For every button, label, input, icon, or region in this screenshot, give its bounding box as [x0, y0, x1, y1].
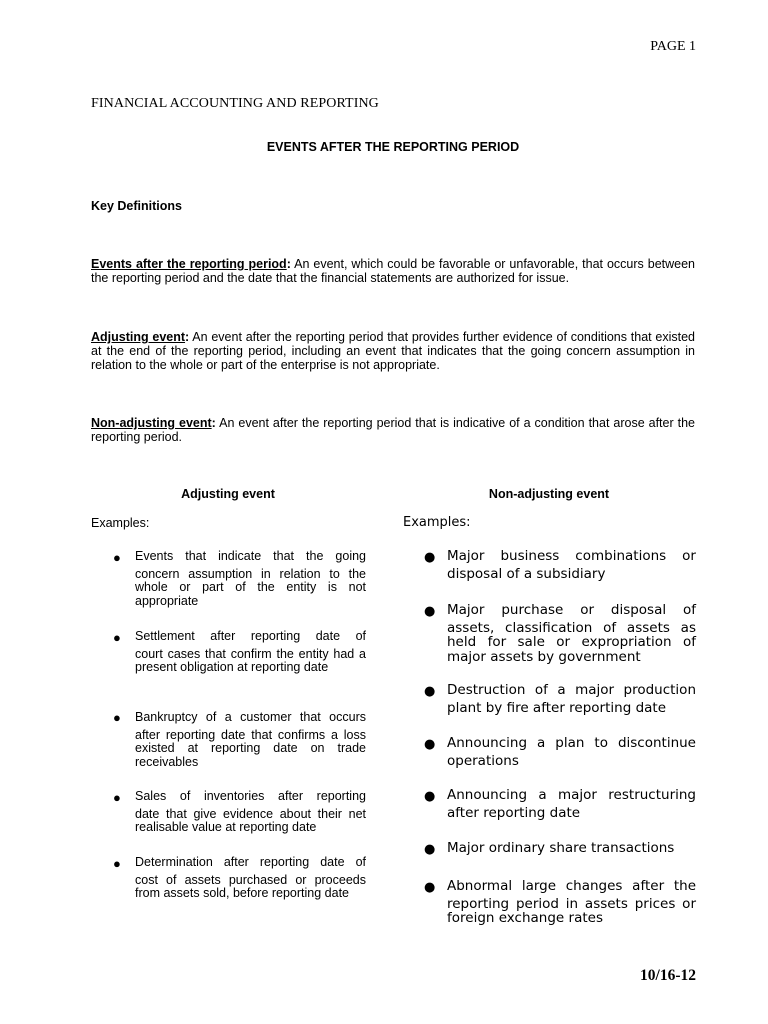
list-item-rest: court cases that confirm the entity had a present obligation at reporting date — [135, 646, 366, 675]
list-item-first-line: Announcing a plan to discontinue — [447, 735, 696, 751]
bullet-icon: ● — [424, 842, 436, 857]
bullet-icon: ● — [424, 684, 436, 699]
list-item-rest: cost of assets purchased or proceeds from assets sold, before reporting date — [135, 872, 366, 901]
list-item-first-line: Settlement after reporting date of — [135, 629, 366, 643]
bullet-icon: ● — [424, 880, 436, 895]
bullet-icon: ● — [113, 710, 121, 725]
definition-non-adjusting-event — [91, 416, 695, 444]
definition-colon: : — [185, 330, 190, 344]
bullet-icon: ● — [424, 789, 436, 804]
list-item-first-line: Major ordinary share transactions — [447, 840, 675, 856]
list-item-text — [447, 603, 696, 664]
list-item-text — [135, 550, 366, 609]
non-adjusting-examples-label: Examples: — [403, 515, 471, 530]
list-item-first-line: Announcing a major restructuring — [447, 787, 696, 803]
list-item-text — [135, 856, 366, 901]
definition-adjusting-event — [91, 330, 695, 372]
list-item-text — [135, 630, 366, 675]
definition-colon: : — [211, 416, 216, 430]
bullet-icon: ● — [424, 550, 436, 565]
list-item-first-line: Major purchase or disposal of — [447, 602, 696, 618]
course-title: FINANCIAL ACCOUNTING AND REPORTING — [91, 96, 379, 111]
definition-term: Events after the reporting period — [91, 257, 287, 271]
list-item-first-line: Sales of inventories after reporting — [135, 789, 366, 803]
list-item-text — [135, 711, 366, 770]
list-item-first-line: Destruction of a major production — [447, 682, 696, 698]
list-item-rest: disposal of a subsidiary — [447, 565, 606, 582]
list-item-text — [447, 549, 696, 581]
list-item-rest: reporting period in assets prices or foreign exchange rates — [447, 895, 696, 926]
definition-text: An event, which could be favorable or unfavorable, that occurs between the reporting period and the date that the financial statements are authorized for issue. — [91, 257, 696, 285]
list-item-first-line: Events that indicate that the going — [135, 549, 366, 563]
document-title: EVENTS AFTER THE REPORTING PERIOD — [266, 140, 520, 154]
non-adjusting-column-heading: Non-adjusting event — [488, 487, 610, 501]
bullet-icon: ● — [424, 604, 436, 619]
list-item-text — [447, 736, 696, 768]
bullet-icon: ● — [113, 856, 121, 871]
bullet-icon: ● — [113, 550, 121, 565]
list-item-text — [447, 879, 696, 926]
bullet-icon: ● — [424, 737, 436, 752]
list-item-first-line: Major business combinations or — [447, 548, 696, 564]
list-item-rest: operations — [447, 752, 519, 769]
adjusting-column-heading: Adjusting event — [181, 487, 275, 501]
page-number: PAGE 1 — [650, 39, 696, 54]
list-item-rest: assets, classification of assets as held for sale or expropriation of major assets by government — [447, 619, 696, 665]
list-item-rest: after reporting date — [447, 804, 581, 821]
list-item-text — [447, 788, 696, 820]
definition-text: An event after the reporting period that provides further evidence of conditions that existed at the end of the reporting period, including an event that indicates that the going concern assumption in relation to the whole or part of the enterprise is not appropriate. — [91, 330, 695, 372]
definition-colon: : — [286, 257, 291, 271]
list-item-rest: after reporting date that confirms a loss existed at reporting date on trade receivables — [135, 727, 366, 770]
bullet-icon: ● — [113, 630, 121, 645]
definition-term: Adjusting event — [91, 330, 186, 344]
list-item-first-line: Abnormal large changes after the — [447, 878, 696, 894]
list-item-rest: plant by fire after reporting date — [447, 699, 667, 716]
list-item-text — [447, 683, 696, 715]
list-item-first-line: Bankruptcy of a customer that occurs — [135, 710, 366, 724]
definition-events-after — [91, 257, 695, 285]
adjusting-examples-label: Examples: — [91, 516, 150, 530]
definition-term: Non-adjusting event — [91, 416, 212, 430]
list-item-rest: concern assumption in relation to the whole or part of the entity is not appropriate — [135, 566, 366, 609]
bullet-icon: ● — [113, 790, 121, 805]
key-definitions-heading: Key Definitions — [91, 199, 182, 213]
list-item-rest: date that give evidence about their net realisable value at reporting date — [135, 806, 366, 835]
list-item-first-line: Determination after reporting date of — [135, 855, 366, 869]
footer-code: 10/16-12 — [640, 967, 696, 984]
list-item-text — [135, 790, 366, 835]
definition-text: An event after the reporting period that is indicative of a condition that arose after the reporting period. — [91, 416, 695, 444]
list-item-text — [447, 841, 696, 856]
